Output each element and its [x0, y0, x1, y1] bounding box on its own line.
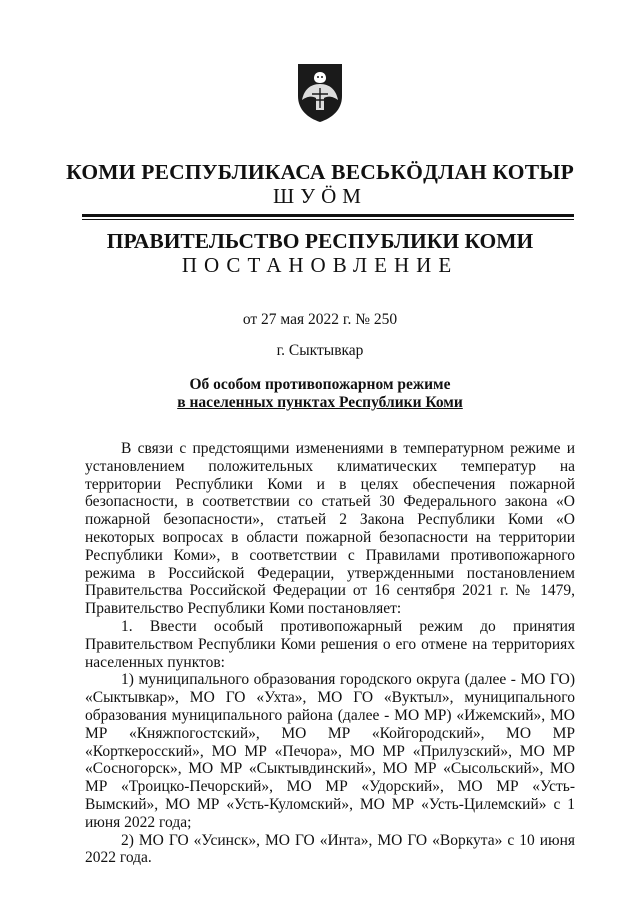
- komi-document-type: ШУӦМ: [273, 184, 367, 208]
- document-city: г. Сыктывкар: [276, 342, 364, 359]
- komi-government-name: КОМИ РЕСПУБЛИКАСА ВЕСЬКӦДЛАН КОТЫР: [66, 160, 574, 184]
- document-subject-line-2-text: в населенных пунктах Республики Коми: [177, 394, 463, 411]
- document-date-number: от 27 мая 2022 г. № 250: [242, 311, 398, 328]
- document-subject-line-2: [0, 394, 640, 412]
- item-1-paragraph: 1. Ввести особый противопожарный режим до принятия Правительством Республики Коми решения о его отмене на территориях населенных пунктов:: [85, 617, 575, 671]
- coat-of-arms-emblem: [294, 62, 346, 124]
- preamble-paragraph: В связи с предстоящими изменениями в температурном режиме и установлением положительных климатических температур на территории Республики Коми и в целях обеспечения пожарной безопасности, в соответствии со статьей 30 Федерального закона «О пожарной безопасности», статьей 2 Закона Республики Коми «О некоторых вопросах в области пожарной безопасности на территории Республики Коми», в соответствии с Правилами противопожарного режима в Российской Федерации, утвержденными постановлением Правительства Российской Федерации от 16 сентября 2021 г. № 1479, Правительство Республики Коми постановляет:: [85, 440, 575, 618]
- government-name: ПРАВИТЕЛЬСТВО РЕСПУБЛИКИ КОМИ: [106, 229, 534, 253]
- document-subject-line-1: Об особом противопожарном режиме: [189, 376, 451, 393]
- document-body: [85, 440, 575, 867]
- document-type: ПОСТАНОВЛЕНИЕ: [181, 253, 459, 277]
- item-1-2-paragraph: 2) МО ГО «Усинск», МО ГО «Инта», МО ГО «Воркута» с 10 июня 2022 года.: [85, 831, 575, 867]
- item-1-1-paragraph: 1) муниципального образования городского округа (далее - МО ГО) «Сыктывкар», МО ГО «Ухта», МО ГО «Вуктыл», муниципального образования муниципального района (далее - МО МР) «Ижемский», МО МР «Княжпогостский», МО МР «Койгородский», МО МР «Корткеросский», МО МР «Печора», МО МР «Прилузский», МО МР «Сосногорск», МО МР «Сыктывдинский», МО МР «Сысольский», МО МР «Троицко-Печорский», МО МР «Удорский», МО МР «Усть-Вымский», МО МР «Усть-Куломский», МО МР «Усть-Цилемский» с 1 июня 2022 года;: [85, 671, 575, 831]
- header-rule-thick: [82, 214, 574, 217]
- header-rule-thin: [82, 219, 574, 220]
